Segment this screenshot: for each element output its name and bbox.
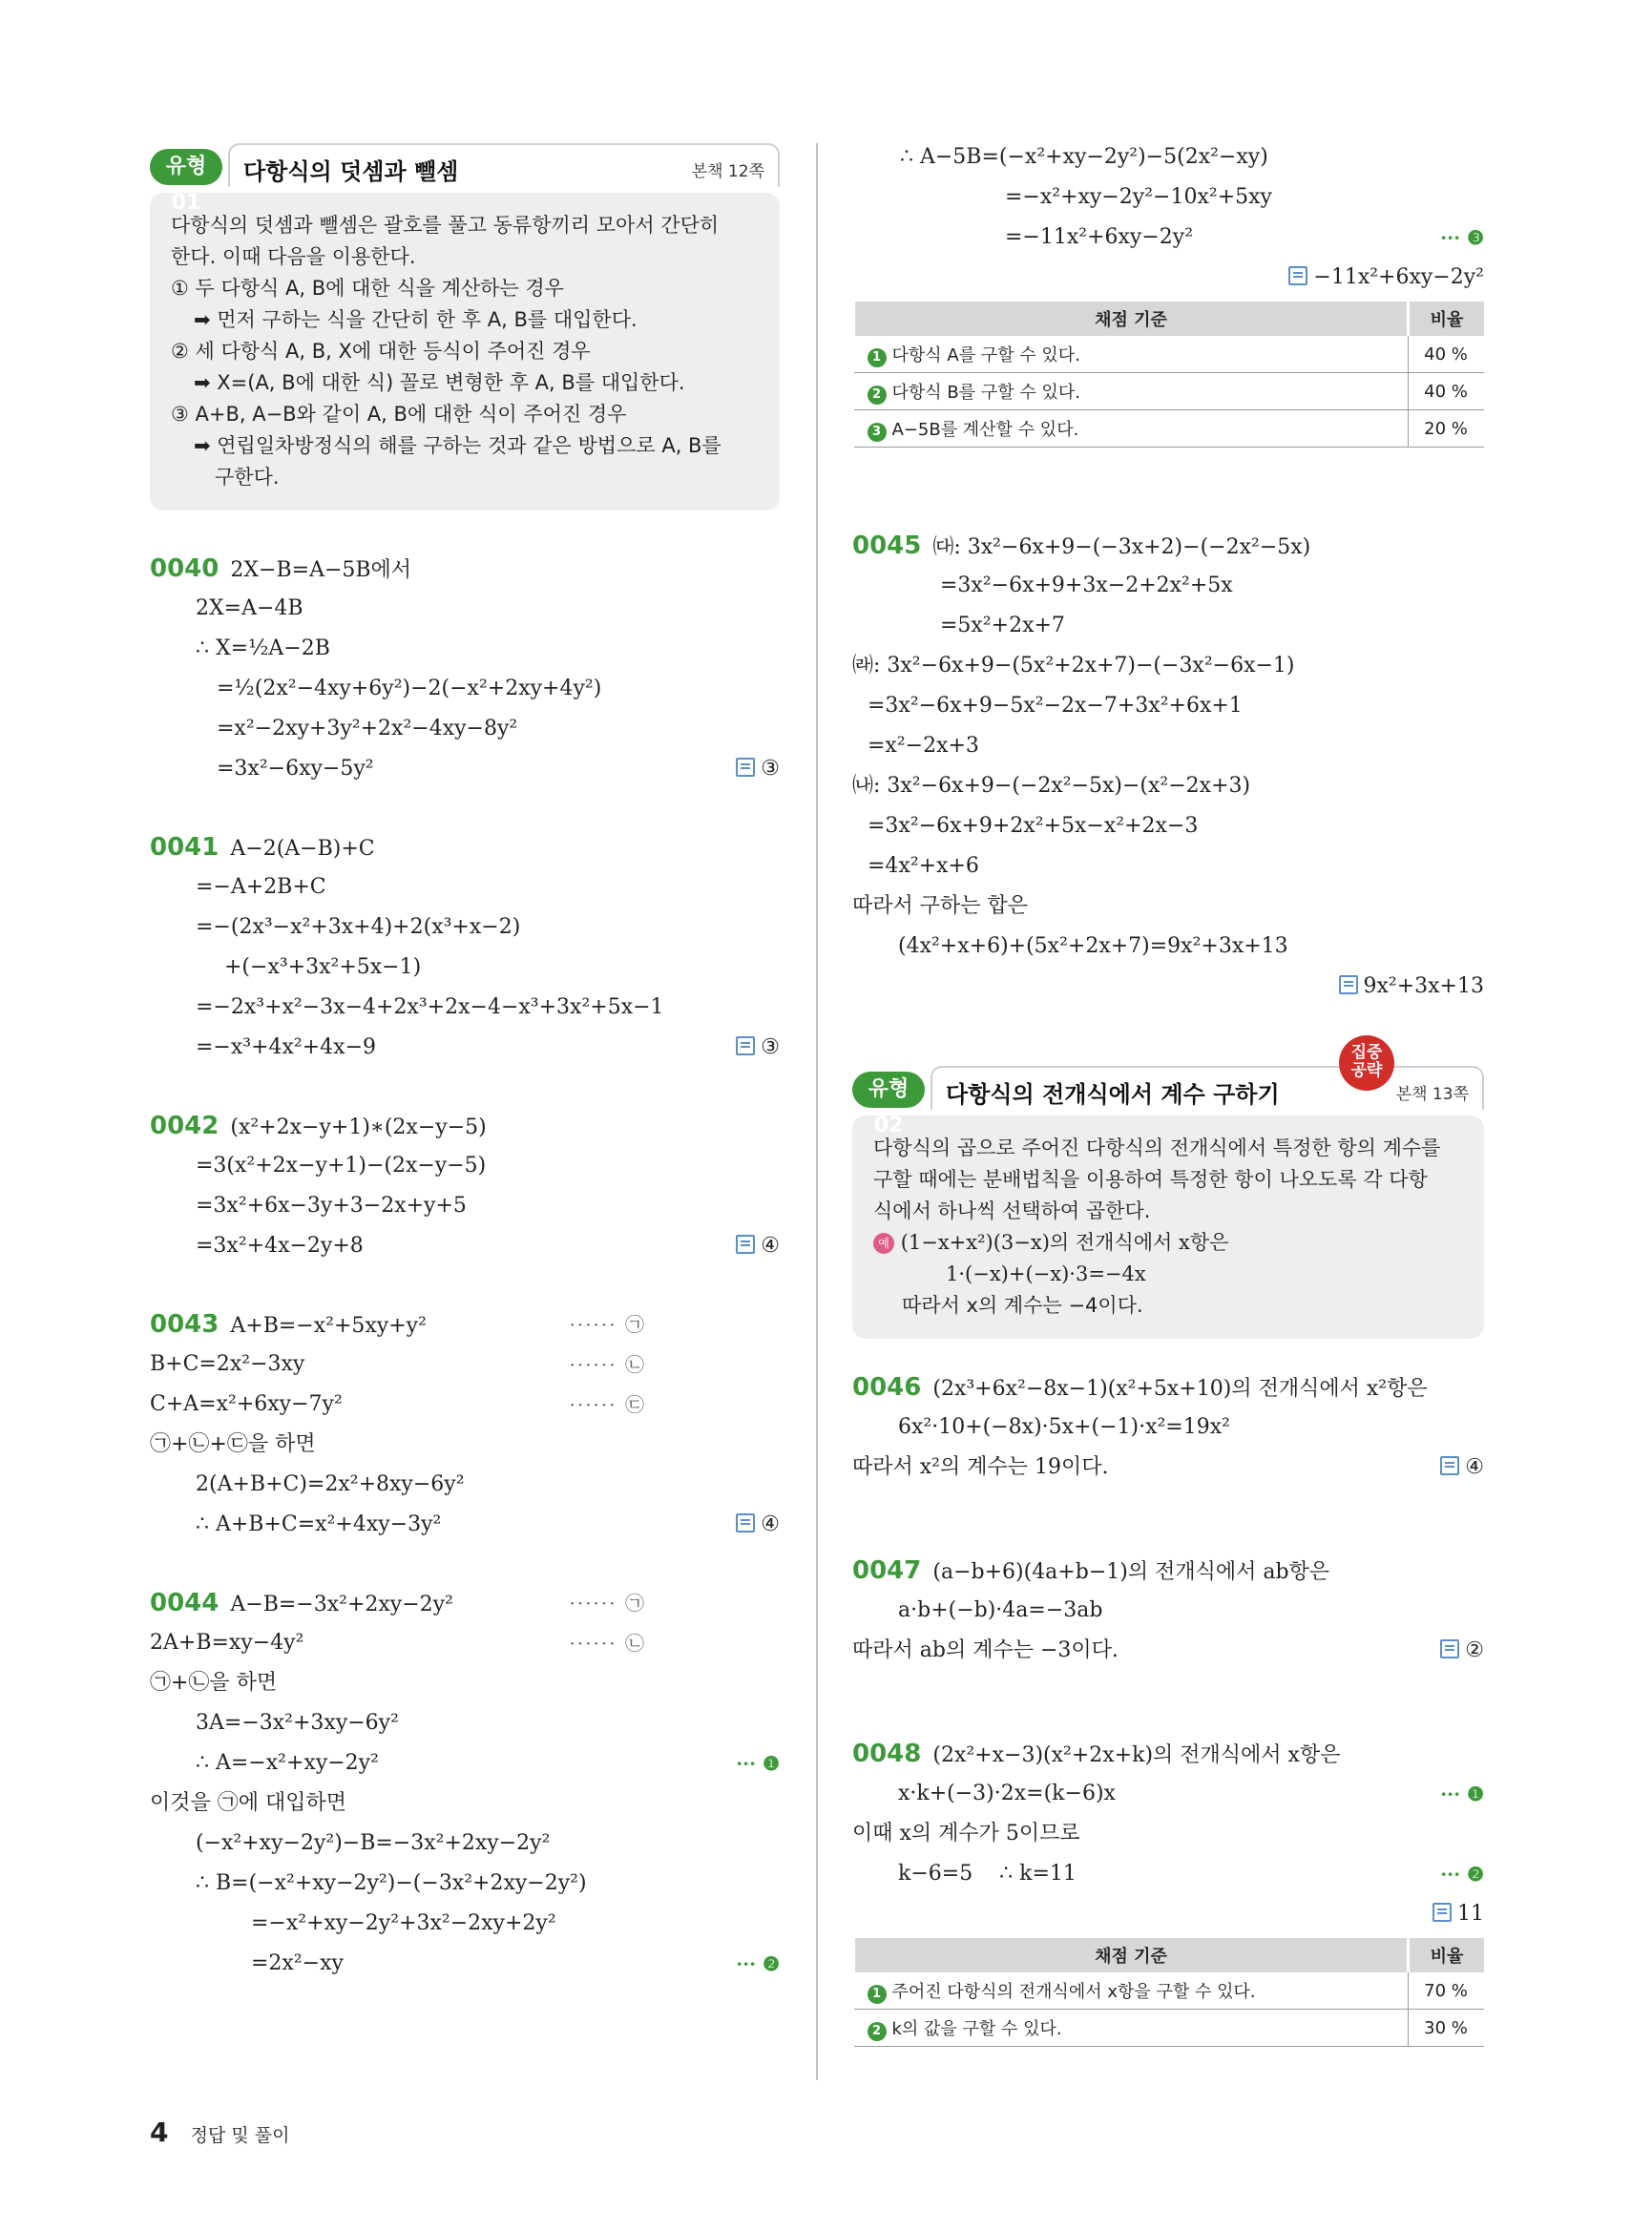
- answer-value: ④: [761, 1512, 780, 1536]
- solution-line: ∴ A=−x²+xy−2y²: [196, 1751, 379, 1775]
- type-badge: 유형 01: [150, 149, 222, 185]
- solution-line: (2x²+x−3)(x²+2x+k)의 전개식에서 x항은: [932, 1743, 1341, 1767]
- solution-line: =−x³+4x²+4x−9: [196, 1035, 377, 1059]
- criteria: k의 값을 구할 수 있다.: [891, 2018, 1062, 2039]
- solution-line: B+C=2x²−3xy: [150, 1352, 305, 1376]
- answer-value: ④: [761, 1234, 780, 1258]
- focus-text: 집중: [1350, 1043, 1383, 1062]
- summary-line: [873, 1227, 1463, 1259]
- right-column: [852, 137, 1484, 2047]
- problem-0042: [150, 1106, 780, 1266]
- answer-value: ③: [761, 1035, 780, 1059]
- answer-value: −11x²+6xy−2y²: [1313, 265, 1484, 289]
- solution-line: 이때 x의 계수가 5이므로: [852, 1822, 1080, 1845]
- solution-line: (a−b+6)(4a+b−1)의 전개식에서 ab항은: [932, 1560, 1330, 1584]
- solution-line: A−B=−3x²+2xy−2y²: [230, 1593, 453, 1616]
- step-marker: ··· ❷: [736, 1952, 780, 1975]
- summary-line: ➡ 연립일차방정식의 해를 구하는 것과 같은 방법으로 A, B를: [194, 434, 721, 457]
- answer-icon: [1339, 975, 1358, 994]
- problem-number: 0043: [150, 1310, 220, 1339]
- answer: [1288, 258, 1484, 298]
- solution-line: =−(2x³−x²+3x+4)+2(x³+x−2): [196, 915, 521, 939]
- rate: 40 %: [1409, 336, 1485, 373]
- solution-line: ㈐: 3x²−6x+9−(−3x+2)−(−2x²−5x): [932, 535, 1311, 559]
- problem-0040: [150, 549, 780, 789]
- example-line: 따라서 x의 계수는 −4이다.: [902, 1294, 1143, 1317]
- summary-line: 다항식의 덧셈과 뺄셈은 괄호를 풀고 동류항끼리 모아서 간단히: [171, 214, 720, 237]
- summary-line: ① 두 다항식 A, B에 대한 식을 계산하는 경우: [171, 277, 564, 300]
- criteria: 다항식 A를 구할 수 있다.: [891, 344, 1080, 365]
- solution-line: ㈑: 3x²−6x+9−(5x²+2x+7)−(−3x²−6x−1): [852, 654, 1295, 678]
- rate: 40 %: [1409, 373, 1485, 410]
- summary-line: ➡ X=(A, B에 대한 식) 꼴로 변형한 후 A, B를 대입한다.: [194, 371, 685, 394]
- problem-number: 0042: [150, 1112, 220, 1140]
- answer-icon: [1440, 1639, 1459, 1658]
- rate: 70 %: [1409, 1972, 1485, 2010]
- solution-line: 2X=A−4B: [196, 596, 303, 620]
- answer-icon: [1432, 1903, 1452, 1922]
- answer-value: ②: [1465, 1638, 1484, 1662]
- solution-line: k−6=5 ∴ k=11: [898, 1862, 1077, 1886]
- problem-0047: [852, 1551, 1484, 1671]
- answer: [736, 749, 780, 789]
- step-number: 3: [868, 423, 887, 442]
- problem-0043: [150, 1304, 780, 1545]
- answer: [1432, 1894, 1484, 1934]
- solution-line: 2X−B=A−5B에서: [230, 558, 412, 582]
- answer: [1440, 1448, 1484, 1488]
- solution-line: ∴ A+B+C=x²+4xy−3y²: [196, 1512, 442, 1536]
- answer: [1440, 1631, 1484, 1671]
- solution-line: ㈏: 3x²−6x+9−(−2x²−5x)−(x²−2x+3): [852, 774, 1251, 798]
- example-line: (1−x+x²)(3−x)의 전개식에서 x항은: [900, 1231, 1229, 1254]
- answer: [736, 1028, 780, 1068]
- step-marker: ··· ❸: [1440, 226, 1484, 249]
- answer-value: ③: [761, 757, 780, 781]
- answer-value: 11: [1457, 1902, 1484, 1926]
- table-row: [854, 373, 1485, 410]
- page-label: 정답 및 풀이: [190, 2125, 290, 2146]
- solution-line: =x²−2xy+3y²+2x²−4xy−8y²: [217, 717, 518, 740]
- rate: 30 %: [1409, 2010, 1485, 2047]
- example-line: 1·(−x)+(−x)·3=−4x: [946, 1262, 1146, 1285]
- type-02-summary: [852, 1116, 1484, 1339]
- solution-line: ㉠+㉡+㉢을 하면: [150, 1432, 316, 1456]
- problem-0046: [852, 1367, 1484, 1488]
- step-number: 1: [868, 348, 887, 367]
- type-title-box: [931, 1043, 1484, 1110]
- answer-icon: [1440, 1456, 1459, 1475]
- solution-line: C+A=x²+6xy−7y²: [150, 1392, 343, 1416]
- summary-line: 식에서 하나씩 선택하여 곱한다.: [873, 1199, 1151, 1222]
- solution-line: 이것을 ㉠에 대입하면: [150, 1791, 347, 1815]
- focus-text: 공략: [1350, 1061, 1383, 1080]
- solution-line: 3A=−3x²+3xy−6y²: [196, 1711, 399, 1735]
- problem-0045: [852, 526, 1484, 1007]
- summary-line: 구할 때에는 분배법칙을 이용하여 특정한 항이 나오도록 각 다항: [873, 1168, 1428, 1191]
- solution-line: =½(2x²−4xy+6y²)−2(−x²+2xy+4y²): [217, 677, 602, 700]
- table-row: [854, 336, 1485, 373]
- solution-line: =3x²−6x+9−5x²−2x−7+3x²+6x+1: [868, 694, 1243, 718]
- solution-line: A+B=−x²+5xy+y²: [230, 1314, 427, 1338]
- answer-icon: [1288, 266, 1307, 285]
- solution-line: ∴ B=(−x²+xy−2y²)−(−3x²+2xy−2y²): [196, 1871, 587, 1895]
- problem-0048: [852, 1734, 1484, 1934]
- problem-number: 0047: [852, 1556, 922, 1585]
- solution-line: =−11x²+6xy−2y²: [1005, 225, 1194, 249]
- criteria: 다항식 B를 구할 수 있다.: [891, 382, 1080, 403]
- equation-mark: ······ ㉡: [569, 1632, 646, 1655]
- solution-line: A−2(A−B)+C: [230, 837, 375, 861]
- solution-line: =3x²−6x+9+3x−2+2x²+5x: [940, 573, 1233, 597]
- criteria: 주어진 다항식의 전개식에서 x항을 구할 수 있다.: [891, 1981, 1256, 2002]
- solution-line: (2x³+6x²−8x−1)(x²+5x+10)의 전개식에서 x²항은: [932, 1377, 1428, 1401]
- solution-line: +(−x³+3x²+5x−1): [224, 955, 422, 979]
- solution-line: =3x²−6xy−5y²: [217, 757, 374, 781]
- answer: [736, 1505, 780, 1545]
- equation-mark: ······ ㉢: [569, 1393, 646, 1416]
- summary-line: 한다. 이때 다음을 이용한다.: [171, 245, 416, 268]
- table-row: [854, 1972, 1485, 2010]
- type-01-summary: [150, 193, 780, 511]
- solution-line: 따라서 x²의 계수는 19이다.: [852, 1455, 1109, 1479]
- summary-line: ② 세 다항식 A, B, X에 대한 등식이 주어진 경우: [171, 340, 591, 363]
- table-header: 채점 기준: [854, 1938, 1409, 1972]
- summary-line: ③ A+B, A−B와 같이 A, B에 대한 식이 주어진 경우: [171, 403, 627, 426]
- summary-line: 구한다.: [215, 466, 280, 489]
- step-marker: ··· ❶: [1440, 1783, 1484, 1805]
- problem-number: 0041: [150, 833, 220, 862]
- step-marker: ··· ❷: [1440, 1863, 1484, 1886]
- focus-badge: [1339, 1035, 1394, 1091]
- solution-line: a·b+(−b)·4a=−3ab: [898, 1598, 1103, 1622]
- type-02-header: [852, 1043, 1484, 1137]
- rate: 20 %: [1409, 410, 1485, 448]
- problem-number: 0040: [150, 554, 220, 583]
- equation-mark: ······ ㉠: [569, 1313, 646, 1336]
- solution-line: =x²−2x+3: [868, 734, 979, 758]
- page-number: 4: [150, 2116, 169, 2148]
- solution-line: =3(x²+2x−y+1)−(2x−y−5): [196, 1154, 487, 1178]
- problem-0044: [150, 1583, 780, 1984]
- solution-line: =−x²+xy−2y²−10x²+5xy: [1005, 185, 1272, 209]
- grading-table: [852, 302, 1484, 448]
- type-ref: 본책 13쪽: [1395, 1085, 1469, 1104]
- solution-line: =3x²+6x−3y+3−2x+y+5: [196, 1194, 467, 1218]
- criteria: A−5B를 계산할 수 있다.: [891, 419, 1079, 440]
- answer-icon: [736, 758, 755, 777]
- step-number: 2: [868, 2022, 887, 2041]
- problem-0041: [150, 827, 780, 1068]
- solution-line: =−2x³+x²−3x−4+2x³+2x−4−x³+3x²+5x−1: [196, 995, 664, 1019]
- answer-value: ④: [1465, 1455, 1484, 1479]
- solution-line: =−x²+xy−2y²+3x²−2xy+2y²: [251, 1911, 556, 1935]
- type-title: 다항식의 덧셈과 뺄셈: [243, 158, 459, 185]
- summary-line: ➡ 먼저 구하는 식을 간단히 한 후 A, B를 대입한다.: [194, 308, 638, 331]
- column-divider: [816, 143, 818, 2080]
- solution-line: =4x²+x+6: [868, 854, 979, 878]
- solution-line: 2(A+B+C)=2x²+8xy−6y²: [196, 1472, 465, 1496]
- equation-mark: ······ ㉡: [569, 1353, 646, 1376]
- table-row: [854, 2010, 1485, 2047]
- solution-line: 따라서 ab의 계수는 −3이다.: [852, 1638, 1119, 1662]
- page-footer: [150, 2116, 289, 2148]
- answer-icon: [736, 1513, 755, 1533]
- grading-table: [852, 1938, 1484, 2047]
- solution-line: 따라서 구하는 합은: [852, 894, 1029, 918]
- step-number: 1: [868, 1985, 887, 2004]
- type-title: 다항식의 전개식에서 계수 구하기: [946, 1081, 1280, 1108]
- step-number: 2: [868, 386, 887, 405]
- answer: [736, 1226, 780, 1266]
- table-header: 비율: [1409, 302, 1485, 336]
- table-row: [854, 410, 1485, 448]
- solution-line: (4x²+x+6)+(5x²+2x+7)=9x²+3x+13: [898, 934, 1288, 958]
- problem-number: 0048: [852, 1740, 922, 1768]
- solution-line: ∴ X=½A−2B: [196, 636, 330, 660]
- solution-line: =3x²+4x−2y+8: [196, 1234, 364, 1258]
- type-badge: 유형 02: [852, 1072, 925, 1108]
- problem-number: 0044: [150, 1589, 220, 1617]
- solution-line: (x²+2x−y+1)∗(2x−y−5): [230, 1116, 487, 1139]
- equation-mark: ······ ㉠: [569, 1592, 646, 1615]
- solution-line: 6x²·10+(−8x)·5x+(−1)·x²=19x²: [898, 1415, 1230, 1439]
- type-ref: 본책 12쪽: [691, 162, 764, 181]
- type-title-box: [228, 143, 780, 187]
- solution-line: ㉠+㉡을 하면: [150, 1671, 278, 1695]
- solution-line: x·k+(−3)·2x=(k−6)x: [898, 1782, 1116, 1805]
- table-header: 비율: [1409, 1938, 1485, 1972]
- solution-line: (−x²+xy−2y²)−B=−3x²+2xy−2y²: [196, 1831, 551, 1855]
- solution-line: =−A+2B+C: [196, 875, 326, 899]
- solution-line: ∴ A−5B=(−x²+xy−2y²)−5(2x²−xy): [900, 145, 1268, 169]
- solution-line: =5x²+2x+7: [940, 614, 1065, 637]
- example-icon: 예: [873, 1233, 894, 1254]
- left-column: [150, 143, 780, 1984]
- type-01-header: [150, 143, 780, 215]
- problem-number: 0045: [852, 532, 922, 560]
- solution-line: =3x²−6x+9+2x²+5x−x²+2x−3: [868, 814, 1199, 838]
- answer: [1339, 967, 1485, 1007]
- solution-line: =2x²−xy: [251, 1951, 344, 1975]
- table-header: 채점 기준: [854, 302, 1409, 336]
- solution-line: 2A+B=xy−4y²: [150, 1631, 304, 1655]
- answer-icon: [736, 1036, 755, 1055]
- answer-icon: [736, 1235, 755, 1254]
- summary-line: 다항식의 곱으로 주어진 다항식의 전개식에서 특정한 항의 계수를: [873, 1136, 1441, 1159]
- answer-value: 9x²+3x+13: [1363, 974, 1484, 998]
- problem-0044-continued: [852, 137, 1484, 298]
- problem-number: 0046: [852, 1373, 922, 1402]
- step-marker: ··· ❶: [736, 1752, 780, 1775]
